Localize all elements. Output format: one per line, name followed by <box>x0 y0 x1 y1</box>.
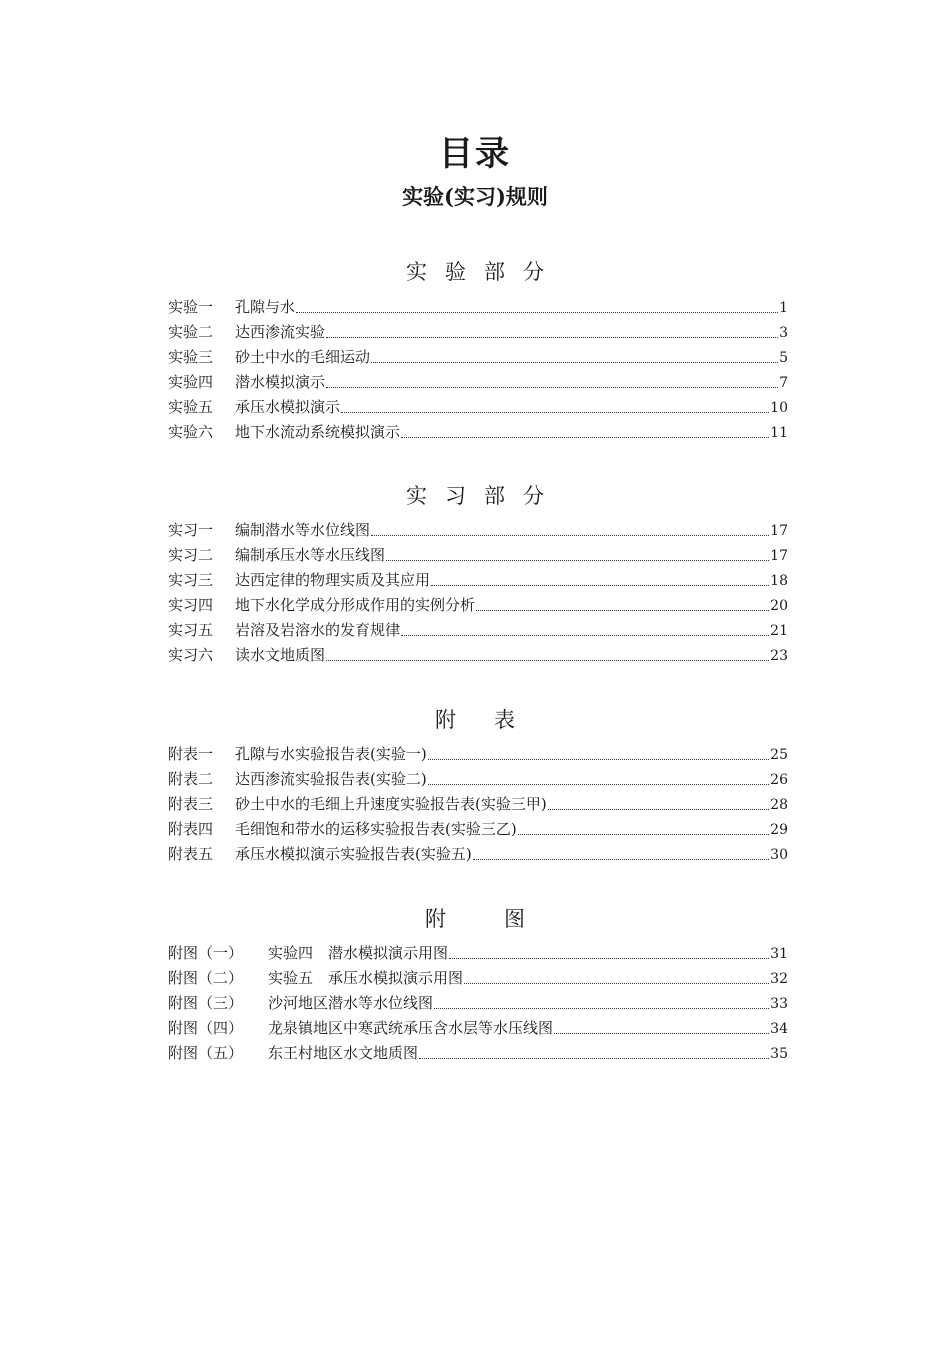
toc-entry-number: 附图（二） <box>168 969 244 987</box>
toc-entry[interactable] <box>168 345 788 370</box>
toc-entry-number: 附表五 <box>168 845 214 863</box>
toc-entry-number: 附图（一） <box>168 944 244 962</box>
toc-entry[interactable] <box>168 568 788 593</box>
toc-entry-page-number: 17 <box>770 548 788 564</box>
toc-entry-title: 东王村地区水文地质图 <box>268 1044 419 1062</box>
dot-leader <box>518 833 769 835</box>
page-title: 目录 <box>439 134 511 174</box>
toc-entry-number: 实验五 <box>168 398 214 416</box>
toc-entry-title: 龙泉镇地区中寒武统承压含水层等水压线图 <box>268 1019 554 1037</box>
toc-entry-title: 地下水化学成分形成作用的实例分析 <box>235 596 476 614</box>
dot-leader <box>476 609 769 611</box>
toc-entry[interactable] <box>168 593 788 618</box>
toc-entry-page-number: 10 <box>770 400 788 416</box>
toc-entry-title: 砂土中水的毛细上升速度实验报告表(实验三甲) <box>235 795 547 813</box>
toc-entry-number: 实习三 <box>168 571 214 589</box>
toc-entry-title: 实验五 承压水模拟演示用图 <box>268 969 464 987</box>
section-heading-char: 实 <box>406 484 427 508</box>
toc-entry-title: 岩溶及岩溶水的发育规律 <box>235 621 401 639</box>
toc-entry-number: 实验三 <box>168 348 214 366</box>
section-heading-char: 分 <box>523 484 544 508</box>
dot-leader <box>401 436 769 438</box>
toc-entry-title: 沙河地区潜水等水位线图 <box>268 994 434 1012</box>
toc-entry-number: 实验二 <box>168 323 214 341</box>
toc-entry-page-number: 30 <box>770 847 788 863</box>
toc-entry-number: 实习二 <box>168 546 214 564</box>
toc-entry-title: 读水文地质图 <box>235 646 326 664</box>
toc-entry-number: 附表四 <box>168 820 214 838</box>
toc-entry-title: 砂土中水的毛细运动 <box>235 348 371 366</box>
toc-entry-title: 达西渗流实验 <box>235 323 326 341</box>
toc-entry[interactable] <box>168 941 788 966</box>
toc-entry-page-number: 17 <box>770 523 788 539</box>
toc-entry-number: 实习四 <box>168 596 214 614</box>
toc-entry-title: 承压水模拟演示 <box>235 398 341 416</box>
toc-entry-title: 达西定律的物理实质及其应用 <box>235 571 431 589</box>
dot-leader <box>431 584 769 586</box>
toc-entry-number: 实验六 <box>168 423 214 441</box>
toc-entry-number: 附图（四） <box>168 1019 244 1037</box>
toc-entry-title: 孔隙与水 <box>235 298 296 316</box>
toc-entry-page-number: 5 <box>779 350 788 366</box>
toc-entry-page-number: 21 <box>770 623 788 639</box>
toc-entry[interactable] <box>168 395 788 420</box>
section-heading-char: 图 <box>504 907 525 931</box>
toc-entry[interactable] <box>168 295 788 320</box>
toc-list <box>168 742 788 867</box>
toc-entry-number: 实习六 <box>168 646 214 664</box>
dot-leader <box>386 559 769 561</box>
section-heading <box>0 480 950 510</box>
toc-entry-number: 实验一 <box>168 298 214 316</box>
toc-entry-title: 编制潜水等水位线图 <box>235 521 371 539</box>
toc-entry-page-number: 33 <box>770 996 788 1012</box>
toc-entry-title: 地下水流动系统模拟演示 <box>235 423 401 441</box>
toc-entry-title: 编制承压水等水压线图 <box>235 546 386 564</box>
dot-leader <box>371 361 778 363</box>
toc-entry[interactable] <box>168 643 788 668</box>
dot-leader <box>419 1057 769 1059</box>
toc-list <box>168 295 788 445</box>
toc-entry-title: 孔隙与水实验报告表(实验一) <box>235 745 427 763</box>
toc-entry-number: 实习五 <box>168 621 214 639</box>
toc-entry-page-number: 25 <box>770 747 788 763</box>
toc-entry[interactable] <box>168 420 788 445</box>
toc-entry[interactable] <box>168 991 788 1016</box>
toc-entry-page-number: 11 <box>770 425 788 441</box>
toc-entry[interactable] <box>168 370 788 395</box>
toc-entry-page-number: 20 <box>770 598 788 614</box>
dot-leader <box>464 982 769 984</box>
toc-entry[interactable] <box>168 618 788 643</box>
toc-entry-page-number: 29 <box>770 822 788 838</box>
section-heading <box>0 704 950 734</box>
dot-leader <box>326 336 778 338</box>
toc-entry-page-number: 26 <box>770 772 788 788</box>
section-heading-char: 附 <box>425 907 446 931</box>
toc-list <box>168 941 788 1066</box>
toc-entry-number: 附表三 <box>168 795 214 813</box>
section-heading-char: 实 <box>406 260 427 284</box>
toc-entry[interactable] <box>168 320 788 345</box>
toc-entry-number: 附表一 <box>168 745 214 763</box>
toc-entry-page-number: 28 <box>770 797 788 813</box>
toc-entry[interactable] <box>168 966 788 991</box>
toc-entry-number: 附图（五） <box>168 1044 244 1062</box>
toc-entry-title: 承压水模拟演示实验报告表(实验五) <box>235 845 472 863</box>
toc-entry-title: 毛细饱和带水的运移实验报告表(实验三乙) <box>235 820 517 838</box>
dot-leader <box>449 957 769 959</box>
dot-leader <box>434 1007 769 1009</box>
toc-entry-title: 达西渗流实验报告表(实验二) <box>235 770 427 788</box>
toc-entry-title: 实验四 潜水模拟演示用图 <box>268 944 449 962</box>
section-heading-char: 部 <box>484 260 505 284</box>
toc-entry-number: 附图（三） <box>168 994 244 1012</box>
section-heading-char: 表 <box>494 708 515 732</box>
rules-entry[interactable]: 实验(实习)规则 <box>402 184 548 209</box>
dot-leader <box>296 311 778 313</box>
toc-entry-page-number: 18 <box>770 573 788 589</box>
dot-leader <box>371 534 769 536</box>
dot-leader <box>548 808 769 810</box>
toc-entry-page-number: 7 <box>779 375 788 391</box>
section-heading-char: 部 <box>484 484 505 508</box>
toc-entry-page-number: 35 <box>770 1046 788 1062</box>
toc-entry[interactable] <box>168 767 788 792</box>
toc-entry[interactable] <box>168 792 788 817</box>
dot-leader <box>428 758 769 760</box>
toc-entry[interactable] <box>168 842 788 867</box>
dot-leader <box>554 1032 769 1034</box>
dot-leader <box>326 386 778 388</box>
section-heading <box>0 256 950 286</box>
toc-entry[interactable] <box>168 543 788 568</box>
toc-entry-page-number: 34 <box>770 1021 788 1037</box>
section-heading-char: 验 <box>445 260 466 284</box>
toc-entry[interactable] <box>168 817 788 842</box>
toc-entry-page-number: 23 <box>770 648 788 664</box>
toc-entry-title: 潜水模拟演示 <box>235 373 326 391</box>
toc-entry-number: 附表二 <box>168 770 214 788</box>
dot-leader <box>473 858 769 860</box>
section-heading-char: 分 <box>523 260 544 284</box>
dot-leader <box>326 659 769 661</box>
dot-leader <box>428 783 769 785</box>
toc-entry-page-number: 3 <box>779 325 788 341</box>
toc-entry[interactable] <box>168 1016 788 1041</box>
dot-leader <box>401 634 769 636</box>
toc-list <box>168 518 788 668</box>
section-heading-char: 习 <box>445 484 466 508</box>
toc-entry[interactable] <box>168 742 788 767</box>
toc-entry-page-number: 31 <box>770 946 788 962</box>
toc-entry[interactable] <box>168 1041 788 1066</box>
dot-leader <box>341 411 769 413</box>
toc-entry-page-number: 1 <box>779 300 788 316</box>
toc-entry-number: 实习一 <box>168 521 214 539</box>
toc-entry-page-number: 32 <box>770 971 788 987</box>
toc-entry[interactable] <box>168 518 788 543</box>
toc-entry-number: 实验四 <box>168 373 214 391</box>
section-heading-char: 附 <box>435 708 456 732</box>
section-heading <box>0 903 950 933</box>
